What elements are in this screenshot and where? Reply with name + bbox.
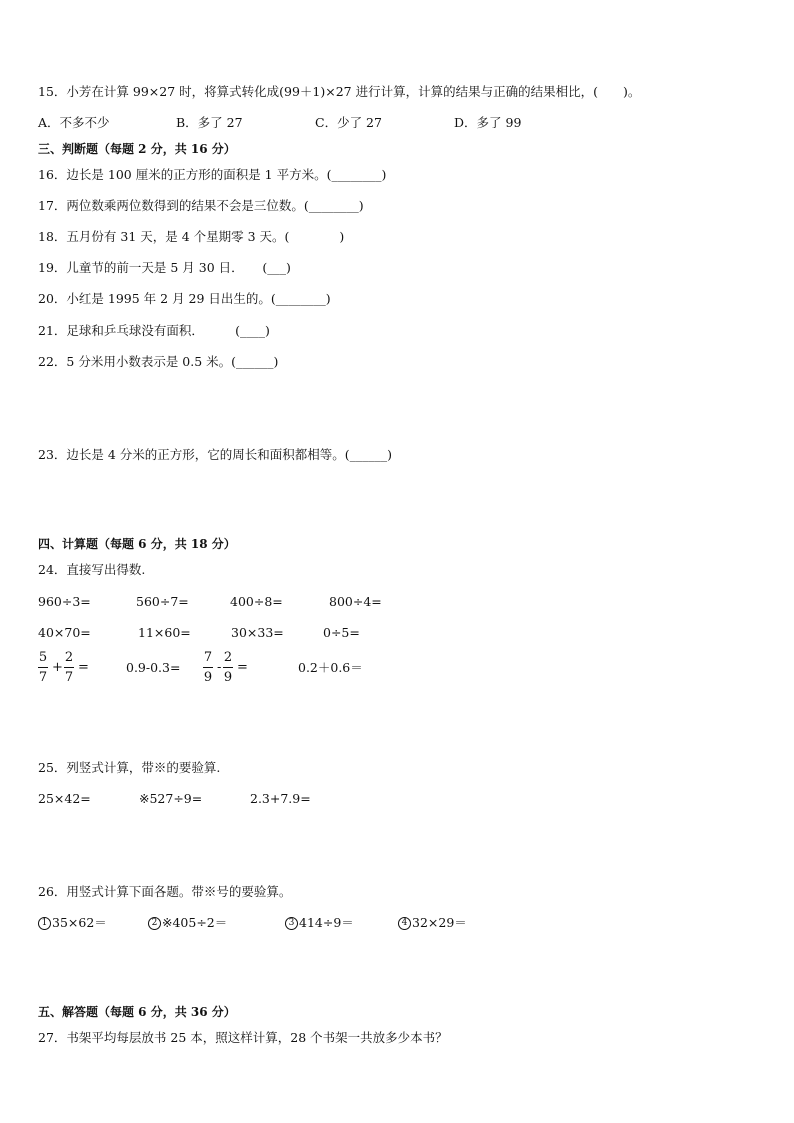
calc-item: 800÷4= xyxy=(329,594,382,609)
question-25-title: 25．列竖式计算，带※的要验算. xyxy=(38,760,221,775)
operator: - xyxy=(217,660,222,675)
fraction xyxy=(223,650,233,685)
denominator: 7 xyxy=(64,670,74,685)
circled-number: 4 xyxy=(398,917,411,930)
option-c: C．少了 27 xyxy=(315,115,382,130)
calc-item: 1 35×62＝ xyxy=(38,915,107,931)
fraction-bar xyxy=(223,667,233,668)
calc-item: ※527÷9= xyxy=(139,791,203,806)
question-15: 15．小芳在计算 99×27 时，将算式转化成(99＋1)×27 进行计算，计算的结果与正确的结果相比，( )。 xyxy=(38,84,641,99)
question-23: 23．边长是 4 分米的正方形，它的周长和面积都相等。(______) xyxy=(38,447,393,462)
question-20: 20．小红是 1995 年 2 月 29 日出生的。(________) xyxy=(38,291,331,306)
numerator: 7 xyxy=(203,650,213,665)
fraction xyxy=(203,650,213,685)
numerator: 5 xyxy=(38,650,48,665)
question-21: 21．足球和乒乓球没有面积． (____) xyxy=(38,323,270,338)
calc-item: 2.3+7.9= xyxy=(250,791,311,806)
section-3-heading: 三、判断题（每题 2 分，共 16 分） xyxy=(38,142,236,156)
equals: = xyxy=(237,660,248,675)
calc-item: 30×33= xyxy=(231,625,284,640)
calc-item: 2 ※405÷2＝ xyxy=(148,915,227,931)
denominator: 9 xyxy=(203,670,213,685)
question-18: 18．五月份有 31 天，是 4 个星期零 3 天。( ) xyxy=(38,229,345,244)
question-22: 22．5 分米用小数表示是 0.5 米。(______) xyxy=(38,354,279,369)
option-d: D．多了 99 xyxy=(454,115,522,130)
fraction-bar xyxy=(38,667,48,668)
calc-item: 25×42= xyxy=(38,791,91,806)
question-16: 16．边长是 100 厘米的正方形的面积是 1 平方米。(________) xyxy=(38,167,387,182)
calc-item: 40×70= xyxy=(38,625,91,640)
question-27: 27．书架平均每层放书 25 本，照这样计算，28 个书架一共放多少本书？ xyxy=(38,1030,448,1045)
denominator: 9 xyxy=(223,670,233,685)
fraction-bar xyxy=(203,667,213,668)
numerator: 2 xyxy=(64,650,74,665)
calc-item: 4 32×29＝ xyxy=(398,915,467,931)
question-24-title: 24．直接写出得数. xyxy=(38,562,146,577)
section-5-heading: 五、解答题（每题 6 分，共 36 分） xyxy=(38,1005,236,1019)
fraction xyxy=(38,650,48,685)
calc-item: 0÷5= xyxy=(323,625,360,640)
option-a: A．不多不少 xyxy=(38,115,110,130)
fraction-bar xyxy=(64,667,74,668)
calc-item: 960÷3= xyxy=(38,594,91,609)
option-b: B．多了 27 xyxy=(176,115,243,130)
calc-item: 0.9-0.3= xyxy=(126,660,181,675)
circled-number: 1 xyxy=(38,917,51,930)
question-26-title: 26．用竖式计算下面各题。带※号的要验算。 xyxy=(38,884,292,899)
question-19: 19．儿童节的前一天是 5 月 30 日． (___) xyxy=(38,260,291,275)
fraction xyxy=(64,650,74,685)
calc-item: 3 414÷9＝ xyxy=(285,915,354,931)
calc-item: 11×60= xyxy=(138,625,191,640)
equals: = xyxy=(78,660,89,675)
calc-item: 0.2＋0.6＝ xyxy=(298,660,363,675)
denominator: 7 xyxy=(38,670,48,685)
calc-item: 560÷7= xyxy=(136,594,189,609)
circled-number: 2 xyxy=(148,917,161,930)
section-4-heading: 四、计算题（每题 6 分，共 18 分） xyxy=(38,537,236,551)
calc-item: 400÷8= xyxy=(230,594,283,609)
circled-number: 3 xyxy=(285,917,298,930)
operator: + xyxy=(52,660,63,675)
question-17: 17．两位数乘两位数得到的结果不会是三位数。(________) xyxy=(38,198,364,213)
numerator: 2 xyxy=(223,650,233,665)
